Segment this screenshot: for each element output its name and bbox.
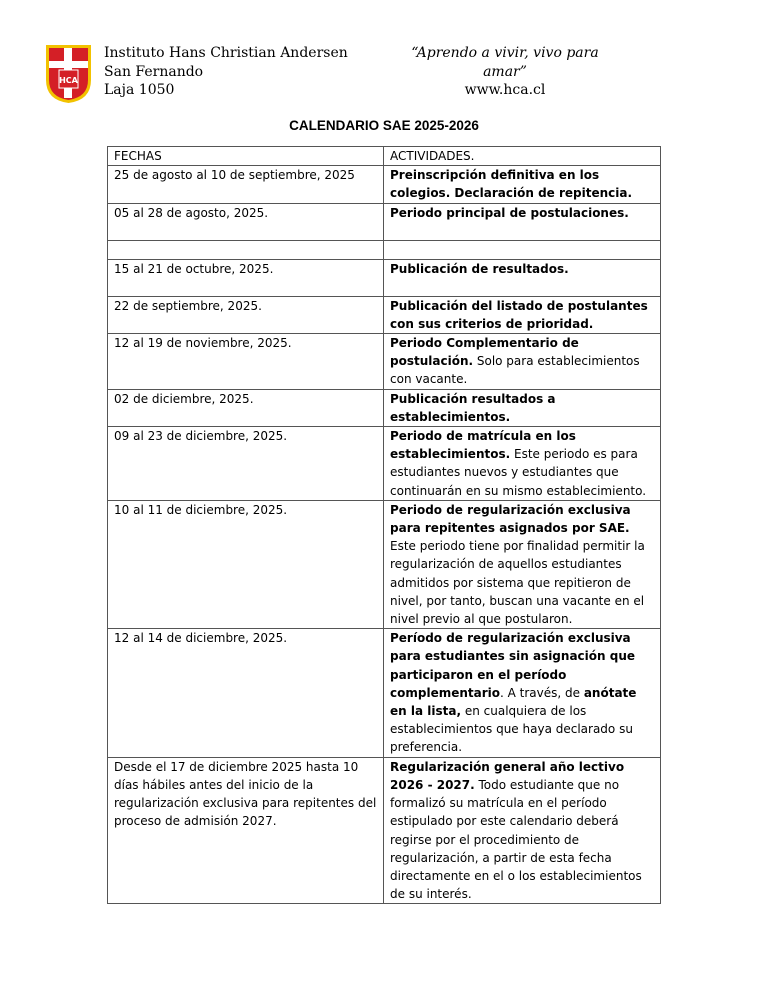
table-row — [108, 166, 661, 203]
row-date: 15 al 21 de octubre, 2025. — [108, 259, 384, 296]
school-city: San Fernando — [104, 63, 204, 80]
header-right — [395, 44, 615, 100]
row-date — [108, 240, 384, 259]
row-activity — [384, 166, 661, 203]
table-row — [108, 629, 661, 757]
row-activity — [384, 629, 661, 757]
table-row — [108, 427, 661, 501]
page-title: CALENDARIO SAE 2025-2026 — [289, 118, 479, 133]
row-date: 22 de septiembre, 2025. — [108, 296, 384, 333]
row-activity — [384, 259, 661, 296]
activity-text: Este periodo tiene por finalidad permitir la regularización de aquellos estudiantes admitidos por sistema que repitieron de nivel, por tanto, buscan una vacante en el nivel previo al que postularon. — [390, 539, 645, 627]
activity-bold: Periodo de matrícula en los establecimientos. — [390, 429, 576, 462]
table-header-row — [108, 147, 661, 166]
table-row — [108, 757, 661, 904]
column-header-dates: FECHAS — [108, 147, 384, 166]
row-activity — [384, 389, 661, 426]
calendar-table — [107, 146, 661, 904]
row-activity — [384, 240, 661, 259]
row-date: 10 al 11 de diciembre, 2025. — [108, 500, 384, 628]
activity-bold: Periodo Complementario de postulación. — [390, 336, 579, 369]
row-date: 09 al 23 de diciembre, 2025. — [108, 427, 384, 501]
school-name: Instituto Hans Christian Andersen — [104, 45, 348, 61]
table-row — [108, 334, 661, 390]
logo-text: HCA — [59, 76, 78, 85]
activity-bold: Regularización general año lectivo 2026 - 2027. — [390, 759, 625, 792]
table-row — [108, 296, 661, 333]
row-date: 02 de diciembre, 2025. — [108, 389, 384, 426]
school-logo — [45, 44, 92, 104]
table-row — [108, 203, 661, 240]
activity-text: . A través, de — [500, 685, 584, 700]
column-header-activities: ACTIVIDADES. — [384, 147, 661, 166]
activity-text-end: en cualquiera de los establecimientos que haya declarado su preferencia. — [390, 704, 633, 755]
school-website: www.hca.cl — [464, 82, 546, 98]
table-row — [108, 500, 661, 628]
row-activity — [384, 500, 661, 628]
row-activity — [384, 757, 661, 904]
activity-bold: Preinscripción definitiva en los colegios. Declaración de repitencia. — [390, 168, 633, 201]
row-activity — [384, 203, 661, 240]
row-activity — [384, 427, 661, 501]
row-activity — [384, 334, 661, 390]
activity-bold: Período de regularización exclusiva para estudiantes sin asignación que participaron en el período complementario — [390, 631, 636, 700]
school-motto: “Aprendo a vivir, vivo para amar” — [411, 45, 599, 80]
row-date: 12 al 14 de diciembre, 2025. — [108, 629, 384, 757]
row-date: 12 al 19 de noviembre, 2025. — [108, 334, 384, 390]
table-row — [108, 389, 661, 426]
activity-text: Todo estudiante que no formalizó su matrícula en el período estipulado por este calendario deberá regirse por el procedimiento de regularización, a partir de esta fecha directamente en el o los establecimientos de su interés. — [390, 777, 642, 902]
table-row — [108, 259, 661, 296]
activity-bold: Periodo de regularización exclusiva para repitentes asignados por SAE. — [390, 502, 631, 536]
activity-bold: Publicación de resultados. — [390, 261, 569, 276]
table-row-empty — [108, 240, 661, 259]
row-date: 25 de agosto al 10 de septiembre, 2025 — [108, 166, 384, 203]
activity-bold-link-phrase: anótate en la lista, — [390, 685, 637, 719]
activity-text: Este periodo es para estudiantes nuevos y estudiantes que continuarán en su mismo establecimiento. — [390, 447, 647, 498]
activity-bold: Publicación resultados a establecimientos. — [390, 391, 556, 424]
school-address: Laja 1050 — [104, 82, 175, 98]
row-date: 05 al 28 de agosto, 2025. — [108, 203, 384, 240]
activity-text: Solo para establecimientos con vacante. — [390, 354, 640, 387]
header-left — [104, 44, 348, 100]
activity-bold: Periodo principal de postulaciones. — [390, 205, 629, 220]
row-date: Desde el 17 de diciembre 2025 hasta 10 días hábiles antes del inicio de la regularización exclusiva para repitentes del proceso de admisión 2027. — [108, 757, 384, 904]
activity-bold: Publicación del listado de postulantes con sus criterios de prioridad. — [390, 298, 648, 331]
row-activity — [384, 296, 661, 333]
